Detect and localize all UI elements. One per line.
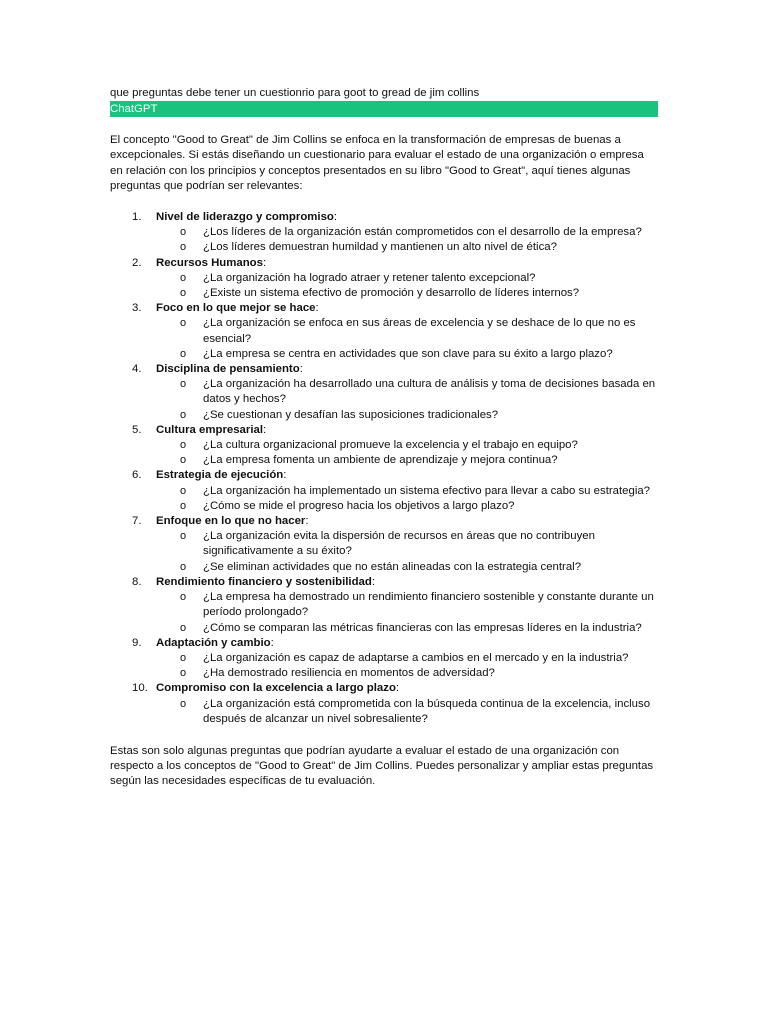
question-list xyxy=(156,438,658,468)
question-item xyxy=(156,225,658,240)
question-item xyxy=(156,240,658,255)
question-item xyxy=(156,408,658,423)
topic-title-colon: : xyxy=(283,469,287,482)
topic-title: Nivel de liderazgo y compromiso xyxy=(156,211,334,224)
question-text: ¿Existe un sistema efectivo de promoción y desarrollo de líderes internos? xyxy=(203,287,580,300)
topic-title: Cultura empresarial xyxy=(156,423,263,436)
topic-title-colon: : xyxy=(262,256,267,269)
topic-title: Compromiso con la excelencia a largo plazo xyxy=(156,682,396,695)
hollow-bullet-icon: o xyxy=(180,378,187,391)
topic-number: 2. xyxy=(132,256,142,269)
question-text: ¿Ha demostrado resiliencia en momentos de adversidad? xyxy=(203,667,495,680)
question-item xyxy=(156,377,658,407)
question-item xyxy=(156,484,658,499)
question-text: ¿La empresa fomenta un ambiente de aprendizaje y mejora continua? xyxy=(203,454,558,467)
question-item xyxy=(156,438,658,453)
topic-title-colon: : xyxy=(263,423,267,436)
intro-paragraph: El concepto "Good to Great" de Jim Collins se enfoca en la transformación de empresas de buenas a excepcionales. Si estás diseñando un cuestionario para evaluar el estado de una organización o empresa en relación con los principios y conceptos presentados en su libro "Good to Great", aquí tienes algunas preguntas que podrían ser relevantes: xyxy=(110,134,644,192)
topic-title: Foco en lo que mejor se hace xyxy=(156,302,316,315)
topic-title-colon: : xyxy=(299,363,303,376)
hollow-bullet-icon: o xyxy=(180,530,187,543)
question-list xyxy=(156,590,658,636)
question-item xyxy=(156,529,658,559)
question-list xyxy=(156,225,658,255)
topic-title-colon: : xyxy=(371,575,375,588)
question-list xyxy=(156,377,658,423)
question-item xyxy=(156,651,658,666)
hollow-bullet-icon: o xyxy=(180,439,187,452)
question-text: ¿La organización está comprometida con la búsqueda continua de la excelencia, incluso después de alcanzar un nivel sobresaliente? xyxy=(203,697,651,725)
user-prompt: que preguntas debe tener un cuestionrio para goot to gread de jim collins xyxy=(110,87,480,99)
question-item xyxy=(156,286,658,301)
hollow-bullet-icon: o xyxy=(180,697,187,710)
topic-item xyxy=(110,575,658,636)
topic-title-colon: : xyxy=(315,302,319,315)
question-list xyxy=(156,271,658,301)
topic-item xyxy=(110,514,658,575)
question-item xyxy=(156,453,658,468)
topic-number: 5. xyxy=(132,423,142,436)
topic-title: Recursos Humanos xyxy=(156,256,263,269)
question-list xyxy=(156,316,658,362)
question-item xyxy=(156,316,658,346)
topic-title: Disciplina de pensamiento xyxy=(156,363,300,376)
question-text: ¿La organización es capaz de adaptarse a cambios en el mercado y en la industria? xyxy=(203,651,629,664)
hollow-bullet-icon: o xyxy=(180,241,187,254)
topic-number: 7. xyxy=(132,515,142,528)
topic-item xyxy=(110,362,658,423)
question-list xyxy=(156,697,658,727)
hollow-bullet-icon: o xyxy=(180,347,187,360)
question-text: ¿Cómo se comparan las métricas financieras con las empresas líderes en la industria? xyxy=(203,621,642,634)
question-text: ¿Los líderes de la organización están comprometidos con el desarrollo de la empresa? xyxy=(203,226,642,239)
question-text: ¿La organización ha logrado atraer y retener talento excepcional? xyxy=(203,271,536,284)
topic-number: 1. xyxy=(132,211,142,224)
question-item xyxy=(156,560,658,575)
hollow-bullet-icon: o xyxy=(180,287,187,300)
question-text: ¿Los líderes demuestran humildad y mantienen un alto nivel de ética? xyxy=(203,241,557,254)
question-text: ¿La organización se enfoca en sus áreas de excelencia y se deshace de lo que no es esencial? xyxy=(203,317,636,345)
closing-paragraph: Estas son solo algunas preguntas que podrían ayudarte a evaluar el estado de una organización con respecto a los conceptos de "Good to Great" de Jim Collins. Puedes personalizar y ampliar estas preguntas según las necesidades específicas de tu evaluación. xyxy=(110,744,654,788)
question-list xyxy=(156,529,658,575)
hollow-bullet-icon: o xyxy=(180,484,187,497)
topic-number: 8. xyxy=(132,575,142,588)
question-text: ¿Se eliminan actividades que no están alineadas con la estrategia central? xyxy=(203,560,582,573)
topic-number: 6. xyxy=(132,469,142,482)
topic-list xyxy=(110,210,658,727)
hollow-bullet-icon: o xyxy=(180,408,187,421)
topic-number: 3. xyxy=(132,302,142,315)
question-item xyxy=(156,590,658,620)
assistant-label-banner: ChatGPT xyxy=(110,101,658,117)
question-item xyxy=(156,697,658,727)
topic-title: Enfoque en lo que no hacer xyxy=(156,515,306,528)
question-text: ¿La organización evita la dispersión de recursos en áreas que no contribuyen significativamente a su éxito? xyxy=(203,530,595,558)
question-text: ¿La cultura organizacional promueve la excelencia y el trabajo en equipo? xyxy=(203,439,578,452)
topic-title-colon: : xyxy=(333,211,338,224)
question-item xyxy=(156,271,658,286)
question-item xyxy=(156,621,658,636)
topic-item xyxy=(110,423,658,469)
question-list xyxy=(156,651,658,681)
topic-title-colon: : xyxy=(305,515,309,528)
topic-item xyxy=(110,468,658,514)
question-text: ¿Cómo se mide el progreso hacia los objetivos a largo plazo? xyxy=(203,499,515,512)
question-list xyxy=(156,484,658,514)
question-text: ¿La empresa ha demostrado un rendimiento financiero sostenible y constante durante un período prolongado? xyxy=(203,591,654,619)
document-page xyxy=(110,86,658,790)
topic-number: 9. xyxy=(132,636,142,649)
topic-item xyxy=(110,301,658,362)
question-text: ¿La empresa se centra en actividades que son clave para su éxito a largo plazo? xyxy=(203,347,613,360)
topic-title-colon: : xyxy=(270,636,274,649)
question-text: ¿Se cuestionan y desafían las suposiciones tradicionales? xyxy=(203,408,499,421)
topic-number: 4. xyxy=(132,363,142,376)
hollow-bullet-icon: o xyxy=(180,499,187,512)
topic-title: Adaptación y cambio xyxy=(156,636,271,649)
question-item xyxy=(156,347,658,362)
topic-item xyxy=(110,256,658,302)
question-item xyxy=(156,499,658,514)
topic-item xyxy=(110,636,658,682)
hollow-bullet-icon: o xyxy=(180,651,187,664)
hollow-bullet-icon: o xyxy=(180,271,187,284)
hollow-bullet-icon: o xyxy=(180,667,187,680)
question-text: ¿La organización ha implementado un sistema efectivo para llevar a cabo su estrategia? xyxy=(203,484,651,497)
question-text: ¿La organización ha desarrollado una cultura de análisis y toma de decisiones basada en datos y hechos? xyxy=(203,378,656,406)
hollow-bullet-icon: o xyxy=(180,454,187,467)
topic-title-colon: : xyxy=(395,682,400,695)
hollow-bullet-icon: o xyxy=(180,560,187,573)
hollow-bullet-icon: o xyxy=(180,317,187,330)
topic-title: Rendimiento financiero y sostenibilidad xyxy=(156,575,372,588)
topic-number: 10. xyxy=(132,682,148,695)
topic-item xyxy=(110,681,658,727)
topic-title: Estrategia de ejecución xyxy=(156,469,284,482)
hollow-bullet-icon: o xyxy=(180,621,187,634)
topic-item xyxy=(110,210,658,256)
question-item xyxy=(156,666,658,681)
hollow-bullet-icon: o xyxy=(180,591,187,604)
hollow-bullet-icon: o xyxy=(180,226,187,239)
